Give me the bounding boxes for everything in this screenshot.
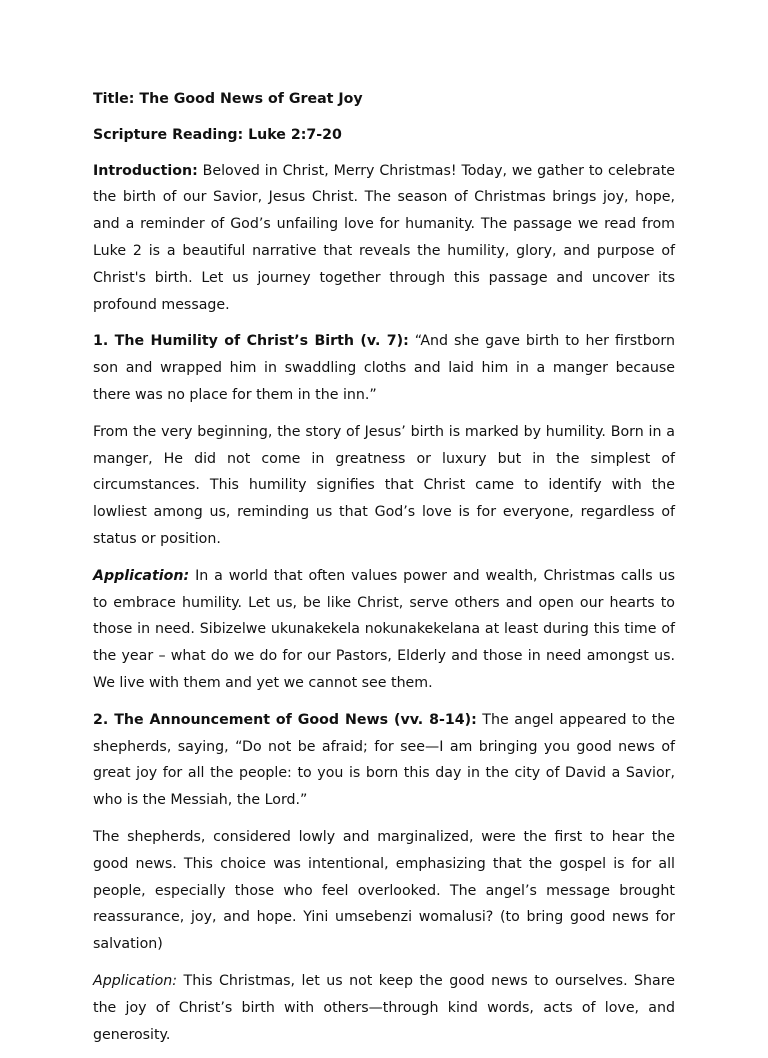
document-title	[93, 86, 675, 113]
point2-paragraph	[93, 707, 675, 814]
point2-application	[93, 968, 675, 1048]
point1-heading: 1. The Humility of Christ’s Birth (v. 7):	[93, 333, 409, 350]
introduction-paragraph	[93, 158, 675, 319]
point1-quote: “And she gave birth to her firstborn son and wrapped him in swaddling cloths and laid him in a manger because there was no place for them in the inn.”	[93, 333, 675, 403]
scripture-text: Scripture Reading: Luke 2:7-20	[93, 126, 342, 143]
point2-heading: 2. The Announcement of Good News (vv. 8-14):	[93, 711, 477, 728]
point2-body: The shepherds, considered lowly and marginalized, were the first to hear the good news. This choice was intentional, emphasizing that the gospel is for all people, especially those who feel overlooked. The angel’s message brought reassurance, joy, and hope. Yini umsebenzi womalusi? (to bring good news for salvation)	[93, 828, 675, 953]
point2-application-label: Application:	[93, 972, 178, 989]
point1-application	[93, 563, 675, 697]
point1-body: From the very beginning, the story of Jesus’ birth is marked by humility. Born in a manger, He did not come in greatness or luxury but in the simplest of circumstances. This humility signifies that Christ came to identify with the lowliest among us, reminding us that God’s love is for everyone, regardless of status or position.	[93, 423, 675, 547]
point1-paragraph	[93, 328, 675, 408]
point2-quote: The angel appeared to the shepherds, saying, “Do not be afraid; for see—I am bringing you good news of great joy for all the people: to you is born this day in the city of David a Savior, who is the Messiah, the Lord.”	[93, 711, 675, 809]
document-page	[93, 86, 675, 1058]
point1-application-label: Application:	[93, 567, 190, 584]
title-text: Title: The Good News of Great Joy	[93, 91, 363, 107]
point1-application-text: In a world that often values power and wealth, Christmas calls us to embrace humility. Let us, be like Christ, serve others and open our hearts to those in need. Sibizelwe ukunakekela nokunakekelana at least during this time of the year – what do we do for our Pastors, Elderly and those in need amongst us. We live with them and yet we cannot see them.	[93, 567, 675, 691]
scripture-reading	[93, 122, 675, 149]
introduction-label: Introduction:	[93, 162, 198, 179]
introduction-text: Beloved in Christ, Merry Christmas! Today, we gather to celebrate the birth of our Savior, Jesus Christ. The season of Christmas brings joy, hope, and a reminder of God’s unfailing love for humanity. The passage we read from Luke 2 is a beautiful narrative that reveals the humility, glory, and purpose of Christ's birth. Let us journey together through this passage and uncover its profound message.	[93, 162, 675, 313]
point2-application-text: This Christmas, let us not keep the good news to ourselves. Share the joy of Christ’s birth with others—through kind words, acts of love, and generosity.	[93, 972, 675, 1043]
